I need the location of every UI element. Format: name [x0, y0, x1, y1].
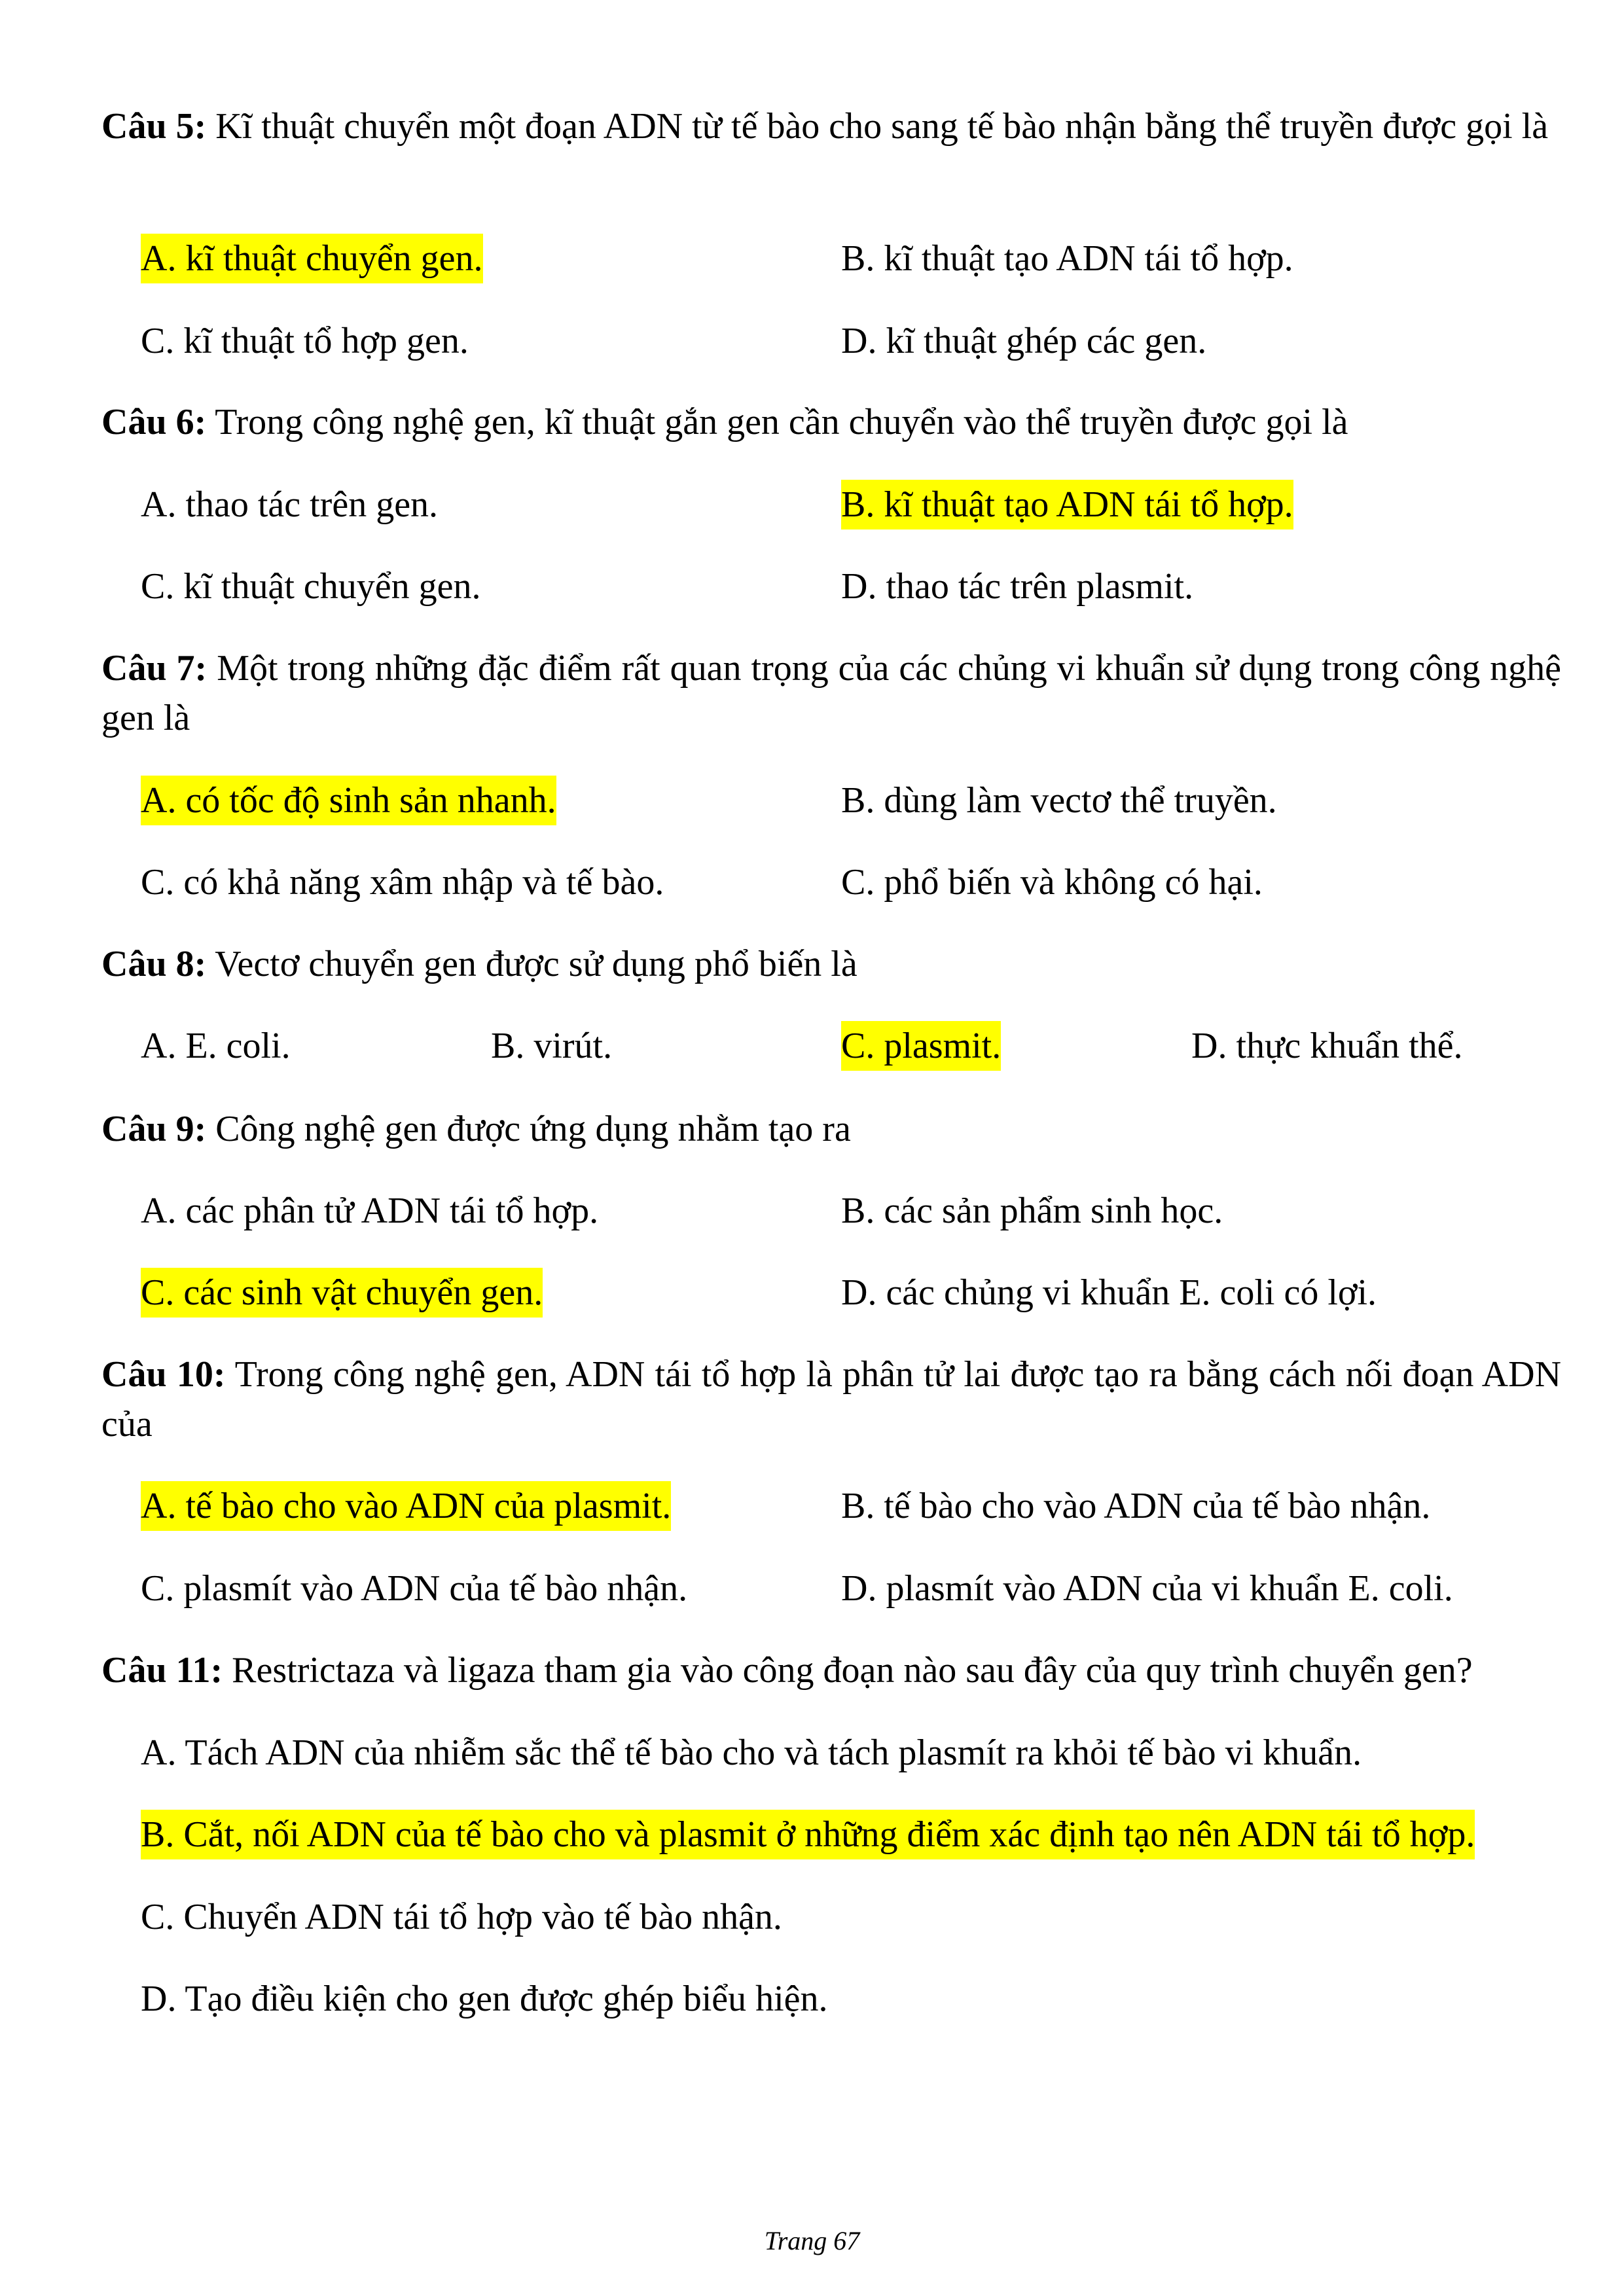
question-number: Câu 6: — [101, 402, 207, 442]
option-d: D. thao tác trên plasmit. — [841, 566, 1194, 607]
question-number: Câu 10: — [101, 1354, 226, 1395]
question-number: Câu 7: — [101, 648, 208, 689]
question-9 — [101, 1104, 1561, 1154]
option-d: D. Tạo điều kiện cho gen được ghép biểu hiện. — [141, 1979, 828, 2019]
page-number: Trang 67 — [764, 2226, 860, 2255]
question-text: Công nghệ gen được ứng dụng nhằm tạo ra — [215, 1109, 851, 1149]
question-text: Trong công nghệ gen, kĩ thuật gắn gen cần chuyển vào thể truyền được gọi là — [215, 402, 1348, 442]
option-c: C. kĩ thuật tổ hợp gen. — [141, 321, 469, 361]
option-c: C. kĩ thuật chuyển gen. — [141, 566, 481, 607]
option-b: B. kĩ thuật tạo ADN tái tổ hợp. — [841, 238, 1293, 279]
question-number: Câu 9: — [101, 1109, 207, 1149]
option-b: B. virút. — [491, 1026, 613, 1066]
option-b: B. kĩ thuật tạo ADN tái tổ hợp. — [841, 480, 1293, 529]
option-d: C. phổ biến và không có hại. — [841, 862, 1263, 903]
option-b: B. dùng làm vectơ thể truyền. — [841, 780, 1277, 821]
option-c: C. plasmit. — [841, 1021, 1001, 1071]
question-6 — [101, 397, 1561, 447]
question-text: Trong công nghệ gen, ADN tái tổ hợp là phân tử lai được tạo ra bằng cách nối đoạn ADN của — [101, 1354, 1562, 1444]
question-text: Kĩ thuật chuyển một đoạn ADN từ tế bào cho sang tế bào nhận bằng thể truyền được gọi là — [215, 106, 1549, 147]
option-c: C. plasmít vào ADN của tế bào nhận. — [141, 1568, 688, 1609]
question-number: Câu 11: — [101, 1650, 223, 1691]
question-10 — [101, 1350, 1561, 1449]
question-5 — [101, 101, 1561, 151]
option-b: B. tế bào cho vào ADN của tế bào nhận. — [841, 1486, 1431, 1526]
option-a: A. thao tác trên gen. — [141, 484, 439, 525]
question-11 — [101, 1645, 1561, 1695]
question-text: Restrictaza và ligaza tham gia vào công đoạn nào sau đây của quy trình chuyển gen? — [232, 1650, 1473, 1691]
option-b: B. các sản phẩm sinh học. — [841, 1191, 1223, 1231]
option-a: A. có tốc độ sinh sản nhanh. — [141, 776, 556, 825]
option-d: D. kĩ thuật ghép các gen. — [841, 321, 1207, 361]
option-d: D. plasmít vào ADN của vi khuẩn E. coli. — [841, 1568, 1453, 1609]
option-b: B. Cắt, nối ADN của tế bào cho và plasmit ở những điểm xác định tạo nên ADN tái tổ hợp. — [141, 1810, 1475, 1859]
option-d: D. thực khuẩn thể. — [1191, 1026, 1463, 1066]
option-a: A. tế bào cho vào ADN của plasmit. — [141, 1481, 671, 1531]
option-a: A. kĩ thuật chuyển gen. — [141, 234, 483, 283]
question-number: Câu 8: — [101, 944, 207, 984]
option-c: C. Chuyển ADN tái tổ hợp vào tế bào nhận. — [141, 1897, 782, 1937]
option-a: A. các phân tử ADN tái tổ hợp. — [141, 1191, 599, 1231]
option-a: A. E. coli. — [141, 1026, 291, 1066]
option-d: D. các chủng vi khuẩn E. coli có lợi. — [841, 1272, 1377, 1313]
question-text: Một trong những đặc điểm rất quan trọng của các chủng vi khuẩn sử dụng trong công nghệ gen là — [101, 648, 1562, 738]
option-a: A. Tách ADN của nhiễm sắc thể tế bào cho và tách plasmít ra khỏi tế bào vi khuẩn. — [141, 1732, 1362, 1773]
question-7 — [101, 643, 1561, 743]
question-number: Câu 5: — [101, 106, 207, 147]
option-c: C. có khả năng xâm nhập và tế bào. — [141, 862, 664, 903]
option-c: C. các sinh vật chuyển gen. — [141, 1268, 543, 1318]
question-8 — [101, 939, 1561, 989]
question-text: Vectơ chuyển gen được sử dụng phổ biến là — [215, 944, 857, 984]
